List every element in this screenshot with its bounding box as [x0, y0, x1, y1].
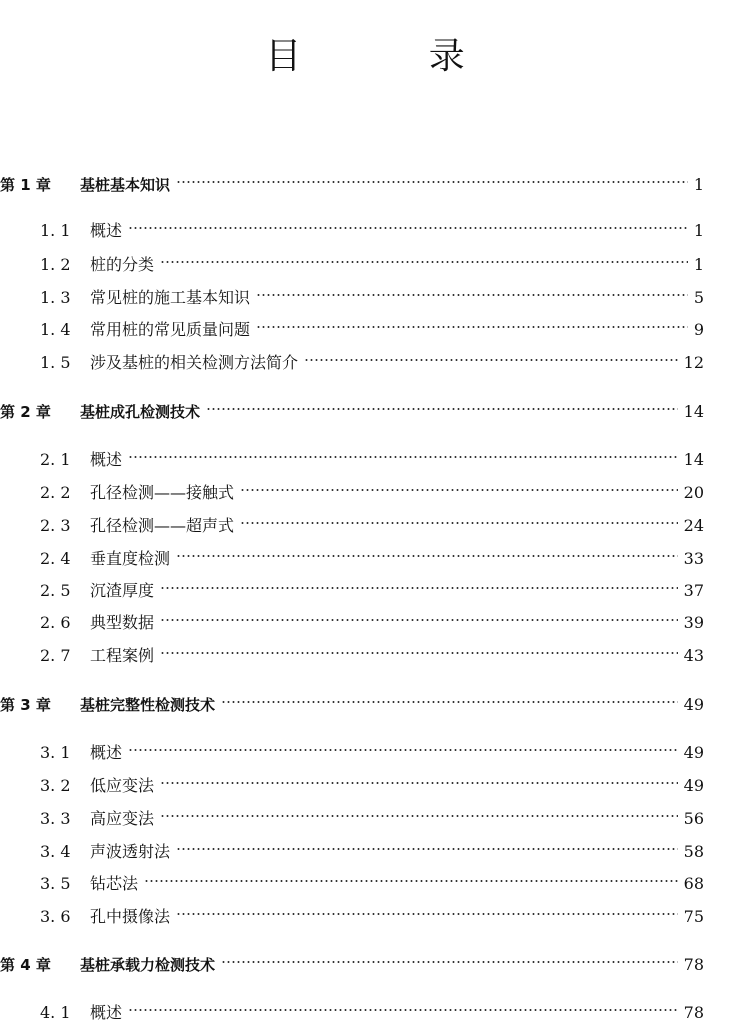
section-number: 1. 3	[40, 288, 71, 307]
section-number: 2. 6	[40, 613, 71, 632]
toc-section-entry[interactable]	[40, 994, 704, 1022]
toc-section-entry[interactable]	[40, 767, 704, 795]
page-number: 5	[693, 288, 704, 307]
section-number: 2. 2	[40, 483, 71, 502]
page-number: 1	[693, 221, 704, 240]
toc-section-entry[interactable]	[40, 246, 704, 274]
chapter-title: 基桩完整性检测技术	[80, 696, 216, 714]
page-number: 20	[683, 483, 704, 502]
toc-chapter-entry[interactable]	[0, 946, 704, 974]
dot-leader	[240, 474, 678, 498]
dot-leader	[176, 898, 678, 922]
chapter-number: 第 3 章	[0, 696, 51, 714]
toc-chapter-entry[interactable]	[0, 686, 704, 714]
toc-section-entry[interactable]	[40, 311, 704, 339]
toc-section-entry[interactable]	[40, 865, 704, 893]
section-number: 2. 5	[40, 581, 71, 600]
page-number: 39	[683, 613, 704, 632]
toc-section-entry[interactable]	[40, 441, 704, 469]
section-title: 概述	[90, 450, 123, 469]
page-number: 1	[693, 255, 704, 274]
page-number: 9	[693, 320, 704, 339]
section-title: 工程案例	[90, 646, 155, 665]
page-number: 43	[683, 646, 704, 665]
dot-leader	[144, 865, 678, 889]
page-number: 58	[683, 842, 704, 861]
dot-leader	[160, 800, 678, 824]
toc-section-entry[interactable]	[40, 833, 704, 861]
section-title: 低应变法	[90, 776, 155, 795]
dot-leader	[176, 540, 678, 564]
section-title: 孔径检测——超声式	[90, 516, 235, 535]
section-number: 4. 1	[40, 1003, 71, 1022]
section-title: 高应变法	[90, 809, 155, 828]
chapter-title: 基桩成孔检测技术	[80, 403, 201, 421]
section-number: 3. 6	[40, 907, 71, 926]
section-title: 概述	[90, 221, 123, 240]
toc-section-entry[interactable]	[40, 474, 704, 502]
page-number: 78	[683, 1003, 704, 1022]
dot-leader	[206, 393, 678, 417]
page-title: 目 录	[265, 36, 523, 77]
toc-section-entry[interactable]	[40, 800, 704, 828]
chapter-title: 基桩承载力检测技术	[80, 956, 216, 974]
section-number: 3. 1	[40, 743, 71, 762]
section-title: 涉及基桩的相关检测方法简介	[90, 353, 299, 372]
toc-section-entry[interactable]	[40, 279, 704, 307]
dot-leader	[256, 279, 688, 303]
section-number: 2. 3	[40, 516, 71, 535]
dot-leader	[160, 572, 678, 596]
page-number: 1	[693, 175, 704, 194]
dot-leader	[128, 994, 678, 1018]
section-title: 概述	[90, 1003, 123, 1022]
section-title: 桩的分类	[90, 255, 155, 274]
dot-leader	[128, 441, 678, 465]
toc-chapter-entry[interactable]	[0, 166, 704, 194]
section-title: 孔中摄像法	[90, 907, 171, 926]
section-number: 3. 4	[40, 842, 71, 861]
dot-leader	[160, 604, 678, 628]
page-number: 14	[683, 450, 704, 469]
page-number: 49	[683, 695, 704, 714]
page-number: 56	[683, 809, 704, 828]
chapter-number: 第 4 章	[0, 956, 51, 974]
page-number: 75	[683, 907, 704, 926]
toc-section-entry[interactable]	[40, 572, 704, 600]
section-title: 垂直度检测	[90, 549, 171, 568]
page-number: 37	[683, 581, 704, 600]
dot-leader	[160, 246, 688, 270]
section-title: 孔径检测——接触式	[90, 483, 235, 502]
dot-leader	[240, 507, 678, 531]
section-number: 1. 4	[40, 320, 71, 339]
page-number: 12	[683, 353, 704, 372]
toc-chapter-entry[interactable]	[0, 393, 704, 421]
page-number: 14	[683, 402, 704, 421]
dot-leader	[221, 686, 678, 710]
toc-section-entry[interactable]	[40, 604, 704, 632]
page-number: 49	[683, 776, 704, 795]
chapter-number: 第 1 章	[0, 176, 51, 194]
section-number: 1. 1	[40, 221, 71, 240]
section-title: 典型数据	[90, 613, 155, 632]
section-title: 沉渣厚度	[90, 581, 155, 600]
section-title: 声波透射法	[90, 842, 171, 861]
toc-section-entry[interactable]	[40, 734, 704, 762]
page-number: 49	[683, 743, 704, 762]
dot-leader	[176, 833, 678, 857]
section-number: 3. 2	[40, 776, 71, 795]
dot-leader	[176, 166, 688, 190]
dot-leader	[128, 734, 678, 758]
dot-leader	[160, 767, 678, 791]
section-title: 常用桩的常见质量问题	[90, 320, 251, 339]
section-number: 2. 7	[40, 646, 71, 665]
chapter-number: 第 2 章	[0, 403, 51, 421]
section-title: 概述	[90, 743, 123, 762]
dot-leader	[160, 637, 678, 661]
page-number: 68	[683, 874, 704, 893]
page-number: 78	[683, 955, 704, 974]
chapter-title: 基桩基本知识	[80, 176, 171, 194]
toc-section-entry[interactable]	[40, 507, 704, 535]
section-number: 3. 5	[40, 874, 71, 893]
toc-section-entry[interactable]	[40, 898, 704, 926]
section-number: 2. 1	[40, 450, 71, 469]
section-number: 3. 3	[40, 809, 71, 828]
dot-leader	[256, 311, 688, 335]
section-number: 1. 2	[40, 255, 71, 274]
dot-leader	[221, 946, 678, 970]
dot-leader	[304, 344, 678, 368]
section-number: 1. 5	[40, 353, 71, 372]
section-title: 常见桩的施工基本知识	[90, 288, 251, 307]
toc-section-entry[interactable]	[40, 540, 704, 568]
dot-leader	[128, 212, 688, 236]
page-number: 24	[683, 516, 704, 535]
toc-section-entry[interactable]	[40, 637, 704, 665]
page-number: 33	[683, 549, 704, 568]
toc-section-entry[interactable]	[40, 344, 704, 372]
toc-section-entry[interactable]	[40, 212, 704, 240]
section-number: 2. 4	[40, 549, 71, 568]
section-title: 钻芯法	[90, 874, 139, 893]
